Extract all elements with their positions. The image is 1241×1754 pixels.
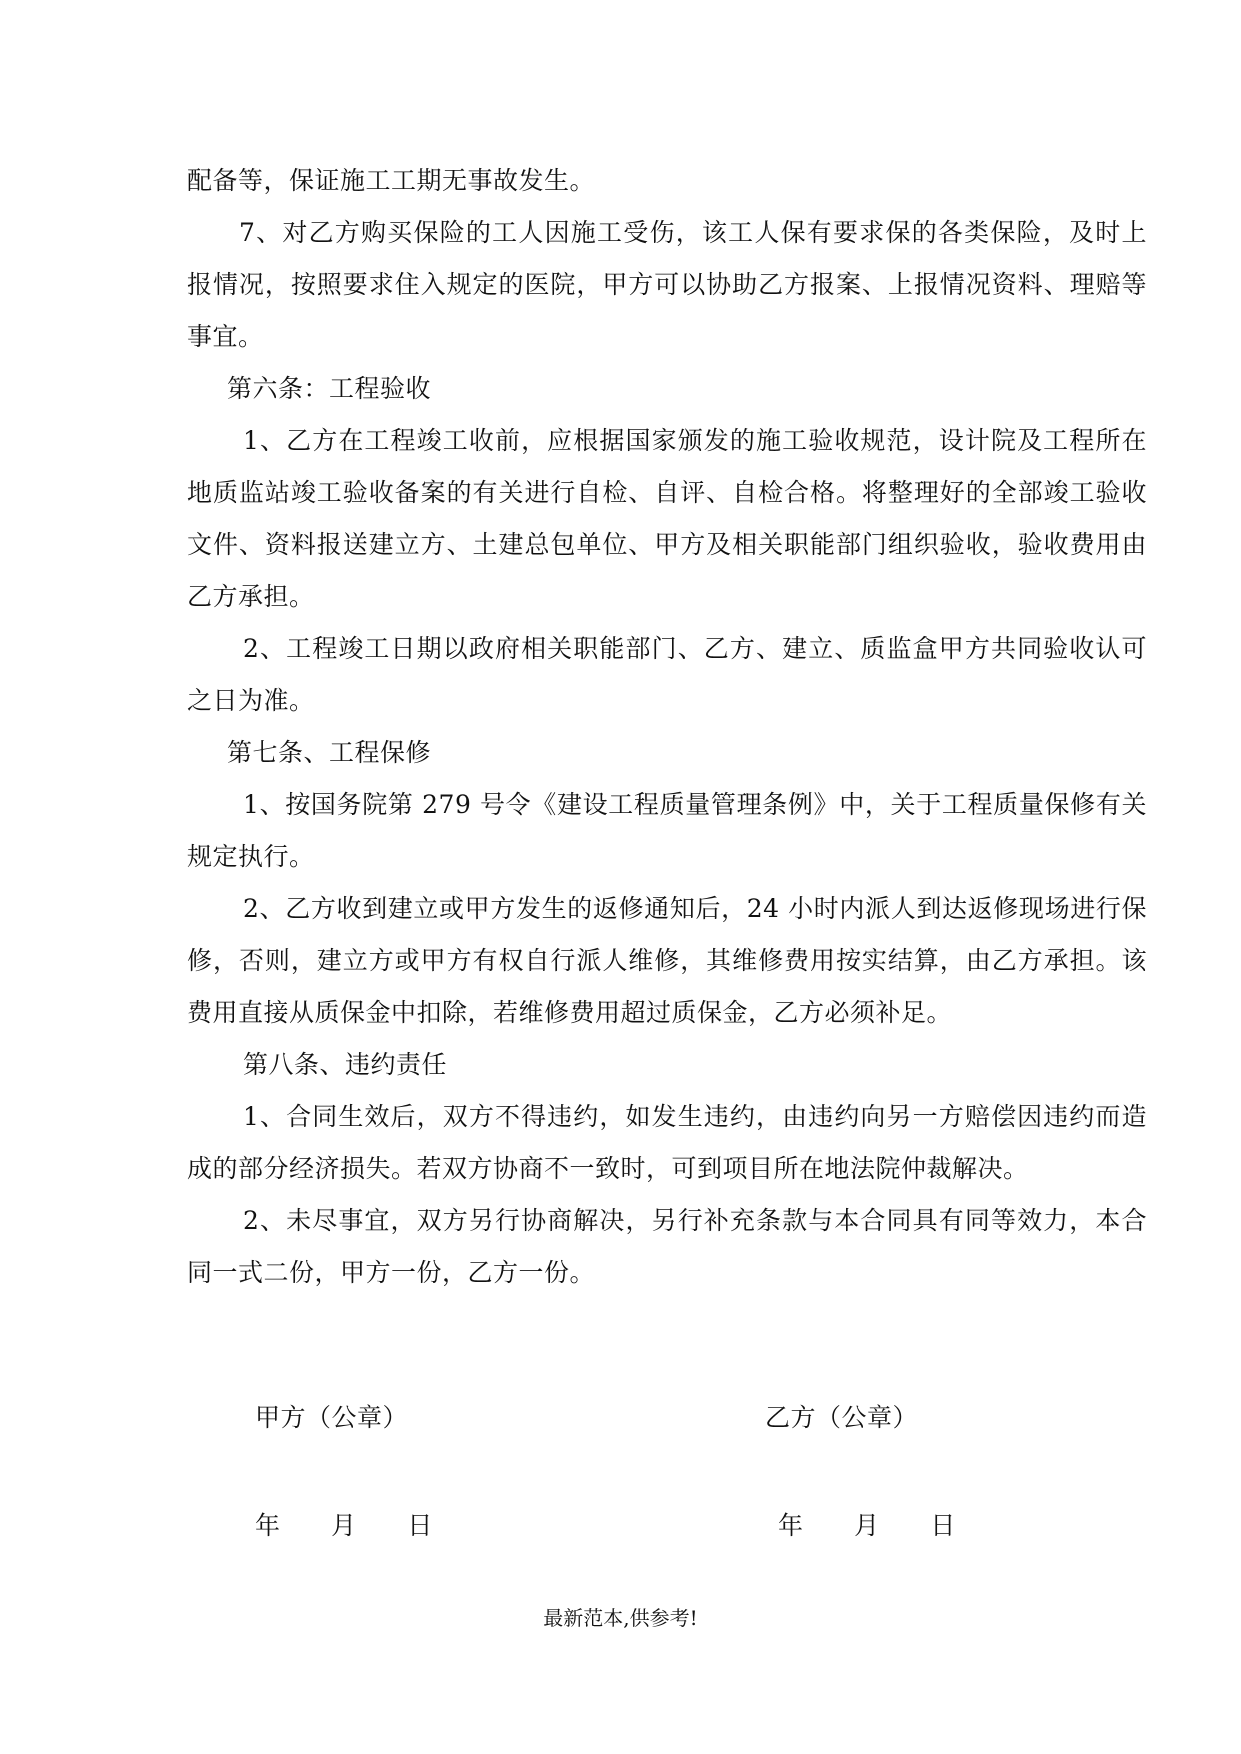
contract-body [187,155,1147,1299]
paragraph-continuation: 配备等，保证施工工期无事故发生。 [187,166,596,195]
article-8-clause-2: 2、未尽事宜，双方另行协商解决，另行补充条款与本合同具有同等效力，本合同一式二份，甲方一份，乙方一份。 [187,1206,1147,1287]
article-6-clause-1: 1、乙方在工程竣工收前，应根据国家颁发的施工验收规范，设计院及工程所在地质监站竣工验收备案的有关进行自检、自评、自检合格。将整理好的全部竣工验收文件、资料报送建立方、土建总包单位、甲方及相关职能部门组织验收，验收费用由乙方承担。 [187,426,1147,611]
article-8-clause-1: 1、合同生效后，双方不得违约，如发生违约，由违约向另一方赔偿因违约而造成的部分经济损失。若双方协商不一致时，可到项目所在地法院仲裁解决。 [187,1102,1147,1183]
party-a-date-line: 年 月 日 [255,1511,433,1540]
article-7-heading: 第七条、工程保修 [227,738,432,767]
footer-note: 最新范本,供参考! [543,1606,698,1630]
article-6-heading: 第六条：工程验收 [227,374,432,403]
party-b-seal-label: 乙方（公章） [765,1403,919,1432]
article-8-heading: 第八条、违约责任 [243,1050,448,1079]
party-b-date-line: 年 月 日 [778,1511,956,1540]
party-a-seal-label: 甲方（公章） [255,1403,409,1432]
paragraph-insurance-clause: 7、对乙方购买保险的工人因施工受伤，该工人保有要求保的各类保险，及时上报情况，按照要求住入规定的医院，甲方可以协助乙方报案、上报情况资料、理赔等事宜。 [187,218,1147,351]
article-7-clause-2: 2、乙方收到建立或甲方发生的返修通知后，24 小时内派人到达返修现场进行保修，否则，建立方或甲方有权自行派人维修，其维修费用按实结算，由乙方承担。该费用直接从质保金中扣除，若维修费用超过质保金，乙方必须补足。 [187,894,1147,1027]
article-7-clause-1: 1、按国务院第 279 号令《建设工程质量管理条例》中，关于工程质量保修有关规定执行。 [187,790,1147,871]
article-6-clause-2: 2、工程竣工日期以政府相关职能部门、乙方、建立、质监盒甲方共同验收认可之日为准。 [187,634,1147,715]
